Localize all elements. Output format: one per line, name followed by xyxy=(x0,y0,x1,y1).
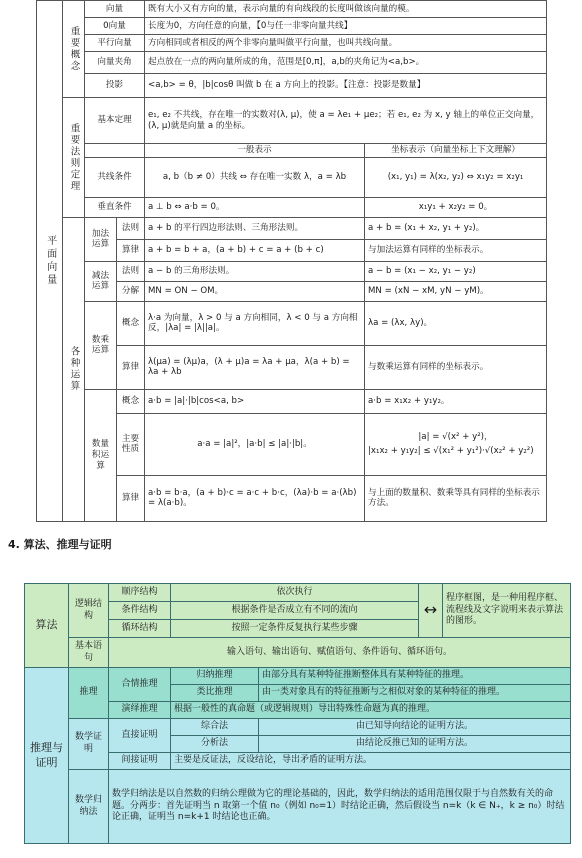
sub-decomp-label: 分解 xyxy=(117,281,145,301)
main-category-cell: 平面向量 xyxy=(37,1,63,522)
term-perpendicular: 垂直条件 xyxy=(85,197,145,217)
scalar-law-general: λ(μa) = (λμ)a，(λ + μ)a = λa + μa，λ(a + b) = λa + λb xyxy=(145,345,365,389)
dot-law-coord: 与上面的数量积、数乘等具有同样的坐标表示方法。 xyxy=(365,475,547,521)
sub-decomp-coord: MN = (xN − xM, yN − yM)。 xyxy=(365,281,547,301)
theorems-group: 重要法则定理 xyxy=(63,98,85,218)
vector-summary-table xyxy=(36,0,547,522)
add-law-label: 算律 xyxy=(117,239,145,261)
perp-coord: x₁y₁ + x₂y₂ = 0。 xyxy=(365,197,547,217)
scalar-law-coord: 与数乘运算有同样的坐标表示。 xyxy=(365,345,547,389)
deduction-label: 演绎推理 xyxy=(109,702,171,719)
structure-loop: 循环结构 xyxy=(109,620,171,638)
dot-law-label: 算律 xyxy=(117,475,145,521)
inference-label: 推理 xyxy=(69,668,109,719)
proof-label: 数学证明 xyxy=(69,719,109,770)
analogy-label: 类比推理 xyxy=(171,685,259,702)
collinear-coord: (x₁, y₁) = λ(x₂, y₂) ⇔ x₁y₂ = x₂y₁ xyxy=(365,157,547,197)
dot-concept-general: a·b = |a|·|b|cos<a, b> xyxy=(145,389,365,413)
synthetic-desc: 由已知导向结论的证明方法。 xyxy=(259,719,571,736)
sub-rule-general: a − b 的三角形法则。 xyxy=(145,261,365,281)
dot-op-name: 数量积运算 xyxy=(85,389,117,521)
plausible-label: 合情推理 xyxy=(109,668,171,702)
desc-vector: 既有大小又有方向的量，表示向量的有向线段的长度叫做该向量的模。 xyxy=(145,1,547,18)
dot-props-general: a·a = |a|²，|a·b| ≤ |a|·|b|。 xyxy=(145,413,365,475)
dot-props-label: 主要性质 xyxy=(117,413,145,475)
math-induction-label: 数学归纳法 xyxy=(69,770,109,844)
structure-condition: 条件结构 xyxy=(109,602,171,620)
term-basic-theorem: 基本定理 xyxy=(85,98,145,144)
scalar-law-label: 算律 xyxy=(117,345,145,389)
term-parallel-vector: 平行向量 xyxy=(85,35,145,52)
header-general: 一般表示 xyxy=(145,144,365,158)
basic-statements-label: 基本语句 xyxy=(69,638,109,668)
add-rule-label: 法则 xyxy=(117,217,145,239)
add-law-general: a + b = b + a，(a + b) + c = a + (b + c) xyxy=(145,239,365,261)
deduction-desc: 根据一般性的真命题（或逻辑规则）导出特殊性命题为真的推理。 xyxy=(171,702,571,719)
term-vector: 向量 xyxy=(85,1,145,18)
logic-structure-label: 逻辑结构 xyxy=(69,584,109,638)
dot-law-general: a·b = b·a，(a + b)·c = a·c + b·c，(λa)·b = a·(λb) = λ(a·b)。 xyxy=(145,475,365,521)
dot-concept-label: 概念 xyxy=(117,389,145,413)
add-law-coord: 与加法运算有同样的坐标表示。 xyxy=(365,239,547,261)
flowchart-desc: 程序框图，是一种用程序框、流程线及文字说明来表示算法的图形。 xyxy=(443,584,571,638)
desc-parallel-vector: 方向相同或者相反的两个非零向量叫做平行向量，也叫共线向量。 xyxy=(145,35,547,52)
sub-rule-coord: a − b = (x₁ − x₂, y₁ − y₂) xyxy=(365,261,547,281)
section-title: 4. 算法、推理与证明 xyxy=(8,538,112,551)
algorithm-group: 算法 xyxy=(25,584,69,668)
dot-concept-coord: a·b = x₁x₂ + y₁y₂。 xyxy=(365,389,547,413)
add-rule-general: a + b 的平行四边形法则、三角形法则。 xyxy=(145,217,365,239)
structure-loop-desc: 按照一定条件反复执行某些步骤 xyxy=(171,620,419,638)
algorithm-reasoning-table xyxy=(24,583,571,844)
dot-props-coord-1: |a| = √(x² + y²)， xyxy=(418,431,493,442)
term-projection: 投影 xyxy=(85,74,145,98)
scalar-concept-label: 概念 xyxy=(117,301,145,345)
analogy-desc: 由一类对象具有的特征推断与之相似对象的某种特征的推理。 xyxy=(259,685,571,702)
reasoning-group: 推理与证明 xyxy=(25,668,69,844)
term-vector-angle: 向量夹角 xyxy=(85,52,145,74)
sub-decomp-general: MN = ON − OM。 xyxy=(145,281,365,301)
scalar-concept-general: λ·a 为向量，λ > 0 与 a 方向相同，λ < 0 与 a 方向相反，|λa| = |λ||a|。 xyxy=(145,301,365,345)
perp-general: a ⊥ b ⇔ a·b = 0。 xyxy=(145,197,365,217)
equivalence-arrow: ↔ xyxy=(419,584,443,638)
scalar-concept-coord: λa = (λx, λy)。 xyxy=(365,301,547,345)
desc-vector-angle: 起点放在一点的两向量所成的角，范围是[0,π]，a,b的夹角记为<a,b>。 xyxy=(145,52,547,74)
direct-proof-label: 直接证明 xyxy=(109,719,171,753)
scalar-op-name: 数乘运算 xyxy=(85,301,117,389)
induction-desc: 由部分具有某种特征推断整体具有某种特征的推理。 xyxy=(259,668,571,685)
synthetic-label: 综合法 xyxy=(171,719,259,736)
structure-condition-desc: 根据条件是否成立有不同的流向 xyxy=(171,602,419,620)
desc-projection: <a,b> = θ，|b|cosθ 叫做 b 在 a 方向上的投影。【注意：投影是数量】 xyxy=(145,74,547,98)
math-induction-desc: 数学归纳法是以自然数的归纳公理做为它的理论基础的，因此，数学归纳法的适用范围仅限于与自然数有关的命题。分两步：首先证明当 n 取第一个值 n₀（例如 n₀=1）时结论正确，然后假设当 n=k（k ∈ N₊，k ≥ n₀）时结论正确，证明当 n=k+1 时结论也正确。 xyxy=(109,770,571,844)
operations-group: 各种运算 xyxy=(63,217,85,521)
desc-zero-vector: 长度为0，方向任意的向量，【0与任一非零向量共线】 xyxy=(145,18,547,35)
indirect-proof-label: 间接证明 xyxy=(109,753,171,770)
structure-sequence-desc: 依次执行 xyxy=(171,584,419,602)
term-collinear: 共线条件 xyxy=(85,157,145,197)
sub-op-name: 减法运算 xyxy=(85,261,117,301)
collinear-general: a, b（b ≠ 0）共线 ⇔ 存在唯一实数 λ，a = λb xyxy=(145,157,365,197)
desc-basic-theorem: e₁, e₂ 不共线，存在唯一的实数对(λ, μ)，使 a = λe₁ + μe₂；若 e₁, e₂ 为 x, y 轴上的单位正交向量，(λ, μ)就是向量 a 的坐标。 xyxy=(145,98,547,144)
analytic-label: 分析法 xyxy=(171,736,259,753)
induction-label: 归纳推理 xyxy=(171,668,259,685)
dot-props-coord-2: |x₁x₂ + y₁y₂| ≤ √(x₁² + y₁²)·√(x₂² + y₂²) xyxy=(368,446,534,457)
dot-props-coord xyxy=(365,413,547,475)
basic-concepts-group: 重要概念 xyxy=(63,1,85,98)
term-zero-vector: 0向量 xyxy=(85,18,145,35)
indirect-proof-desc: 主要是反证法，反设结论，导出矛盾的证明方法。 xyxy=(171,753,571,770)
header-coordinate: 坐标表示（向量坐标上下文理解） xyxy=(365,144,547,158)
analytic-desc: 由结论反推已知的证明方法。 xyxy=(259,736,571,753)
sub-rule-label: 法则 xyxy=(117,261,145,281)
structure-sequence: 顺序结构 xyxy=(109,584,171,602)
basic-statements-desc: 输入语句、输出语句、赋值语句、条件语句、循环语句。 xyxy=(109,638,571,668)
add-rule-coord: a + b = (x₁ + x₂, y₁ + y₂)。 xyxy=(365,217,547,239)
add-op-name: 加法运算 xyxy=(85,217,117,261)
